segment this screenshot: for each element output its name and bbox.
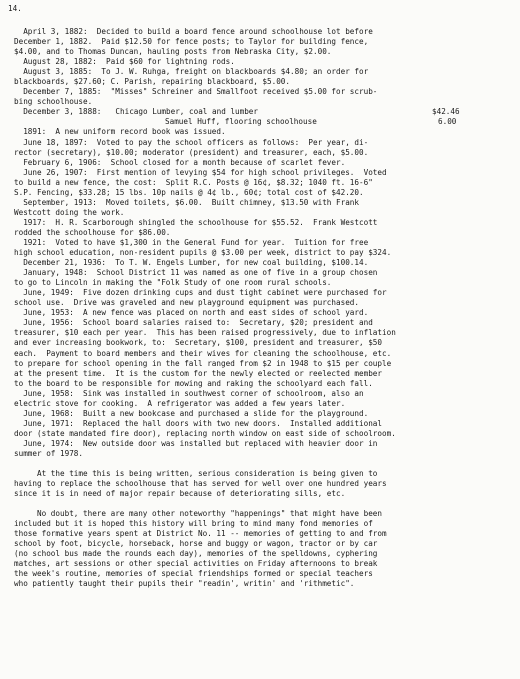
record-entry: [14, 238, 514, 258]
record-entry: [14, 158, 514, 168]
record-entry: [14, 288, 514, 308]
record-entry: [14, 218, 514, 238]
text-line: June, 1968: Built a new bookcase and purchased a slide for the playground.: [14, 408, 369, 418]
text-line: rodded the schoolhouse for $86.00.: [14, 227, 171, 237]
text-line: S.P. Fencing, $33.28; 15 lbs. 10p nails @ 4¢ lb., 60¢; total cost of $42.20.: [14, 187, 364, 197]
text-line: to prepare for school opening in the fall ranged from $2 in 1948 to $15 per couple: [14, 358, 392, 368]
record-entry: [14, 57, 514, 67]
entries-top: [14, 27, 514, 107]
text-line: 1921: Voted to have $1,300 in the General Fund for year. Tuition for free: [14, 237, 369, 247]
text-line: December 1, 1882. Paid $12.50 for fence posts; to Taylor for building fence,: [14, 37, 369, 47]
ledger-amount: 6.00: [438, 117, 457, 127]
ledger-desc: Samuel Huff, flooring schoolhouse: [165, 117, 317, 127]
record-entry: [14, 308, 514, 318]
text-line: school use. Drive was graveled and new playground equipment was purchased.: [14, 298, 360, 308]
text-line: door (state mandated fire door), replacing north window on east side of schoolroom.: [14, 428, 396, 438]
ledger-date: December 3, 1888:: [14, 107, 102, 117]
text-line: included but it is hoped this history will bring to mind many fond memories of: [14, 519, 373, 529]
text-line: those formative years spent at District No. 11 -- memories of getting to and from: [14, 529, 387, 539]
text-line: 1917: H. R. Scarborough shingled the schoolhouse for $55.52. Frank Westcott: [14, 217, 378, 227]
text-line: No doubt, there are many other noteworthy "happenings" that might have been: [14, 509, 383, 519]
record-entry: [14, 268, 514, 288]
text-line: December 21, 1936: To T. W. Engels Lumber, for new coal building, $100.14.: [14, 258, 369, 268]
paragraph: [14, 469, 514, 499]
document-body: [14, 27, 514, 590]
text-line: to go to Lincoln in making the "Folk Study of one room rural schools.: [14, 278, 332, 288]
ledger-amount: $42.46: [432, 107, 460, 117]
text-line: bing schoolhouse.: [14, 97, 93, 107]
text-line: December 7, 1885: "Misses" Schreiner and Smallfoot received $5.00 for scrub-: [14, 87, 378, 97]
text-line: and ever increasing bookwork, to: Secretary, $100, president and treasurer, $50: [14, 338, 383, 348]
text-line: treasurer, $10 each per year. This has been raised progressively, due to inflation: [14, 328, 396, 338]
record-entry: [14, 389, 514, 409]
text-line: April 3, 1882: Decided to build a board fence around schoolhouse lot before: [14, 27, 373, 36]
text-line: Westcott doing the work.: [14, 207, 125, 217]
text-line: who patiently taught their pupils their "readin', writin' and 'rithmetic".: [14, 579, 355, 589]
text-line: August 3, 1885: To J. W. Ruhga, freight on blackboards $4.80; an order for: [14, 67, 369, 77]
record-entry: [14, 198, 514, 218]
text-line: each. Payment to board members and their wives for cleaning the schoolhouse, etc.: [14, 348, 392, 358]
paragraph: [14, 509, 514, 589]
text-line: June 18, 1897: Voted to pay the school officers as follows: Per year, di-: [14, 137, 369, 147]
closing-paragraphs: [14, 469, 514, 590]
ledger-row: [14, 107, 514, 117]
record-entry: [14, 87, 514, 107]
ledger-row: [14, 117, 514, 127]
text-line: having to replace the schoolhouse that has served for well over one hundred years: [14, 479, 387, 489]
text-line: June, 1953: A new fence was placed on north and east sides of school yard.: [14, 308, 369, 318]
text-line: June 26, 1907: First mention of levying $54 for high school privileges. Voted: [14, 167, 387, 177]
text-line: February 6, 1906: School closed for a month because of scarlet fever.: [14, 157, 346, 167]
record-entry: [14, 439, 514, 459]
text-line: January, 1948: School District 11 was named as one of five in a group chosen: [14, 268, 378, 278]
text-line: the week's routine, memories of special friendships formed or special teachers: [14, 569, 373, 579]
text-line: September, 1913: Moved toilets, $6.00. Built chimney, $13.50 with Frank: [14, 197, 360, 207]
record-entry: [14, 168, 514, 198]
text-line: June, 1949: Five dozen drinking cups and dust tight cabinet were purchased for: [14, 288, 387, 298]
ledger-desc: Chicago Lumber, coal and lumber: [115, 107, 259, 117]
record-entry: [14, 27, 514, 57]
text-line: (no school bus made the rounds each day), memories of the spelldowns, cyphering: [14, 549, 378, 559]
record-entry: [14, 138, 514, 158]
text-line: since it is in need of major repair because of deteriorating sills, etc.: [14, 489, 346, 499]
text-line: summer of 1978.: [14, 448, 84, 458]
text-line: blackboards, $27.60; C. Parish, repairing blackboard, $5.00.: [14, 77, 291, 87]
record-entry: [14, 127, 514, 137]
text-line: school by foot, bicycle, horseback, horse and buggy or wagon, tractor or by car: [14, 539, 378, 549]
text-line: June, 1971: Replaced the hall doors with two new doors. Installed additional: [14, 418, 383, 428]
text-line: 1891: A new uniform record book was issued.: [14, 127, 226, 137]
text-line: to build a new fence, the cost: Split R.C. Posts @ 16¢, $8.32; 1040 ft. 16-6": [14, 177, 373, 187]
text-line: August 28, 1882: Paid $60 for lightning rods.: [14, 57, 235, 67]
text-line: June, 1956: School board salaries raised to: Secretary, $20; president and: [14, 318, 373, 328]
record-entry: [14, 67, 514, 87]
text-line: June, 1958: Sink was installed in southwest corner of schoolroom, also an: [14, 388, 364, 398]
page-number: 14.: [8, 4, 22, 13]
text-line: At the time this is being written, serious consideration is being given to: [14, 469, 378, 479]
record-entry: [14, 409, 514, 419]
entries-mid: [14, 127, 514, 459]
record-entry: [14, 318, 514, 388]
text-line: rector (secretary), $10.00; moderator (president) and treasurer, each, $5.00.: [14, 147, 369, 157]
record-entry: [14, 419, 514, 439]
text-line: to the board to be responsible for mowing and raking the schoolyard each fall.: [14, 378, 373, 388]
text-line: matches, art sessions or other special activities on Friday afternoons to break: [14, 559, 378, 569]
text-line: $4.00, and to Thomas Duncan, hauling posts from Nebraska City, $2.00.: [14, 47, 332, 57]
record-entry: [14, 258, 514, 268]
text-line: high school education, non-resident pupils @ $3.00 per week, district to pay $324.: [14, 248, 392, 258]
text-line: June, 1974: New outside door was installed but replaced with heavier door in: [14, 438, 378, 448]
text-line: at the present time. It is the custom for the newly elected or reelected member: [14, 368, 383, 378]
text-line: electric stove for cooking. A refrigerator was added a few years later.: [14, 398, 346, 408]
ledger-entry: [14, 107, 514, 127]
